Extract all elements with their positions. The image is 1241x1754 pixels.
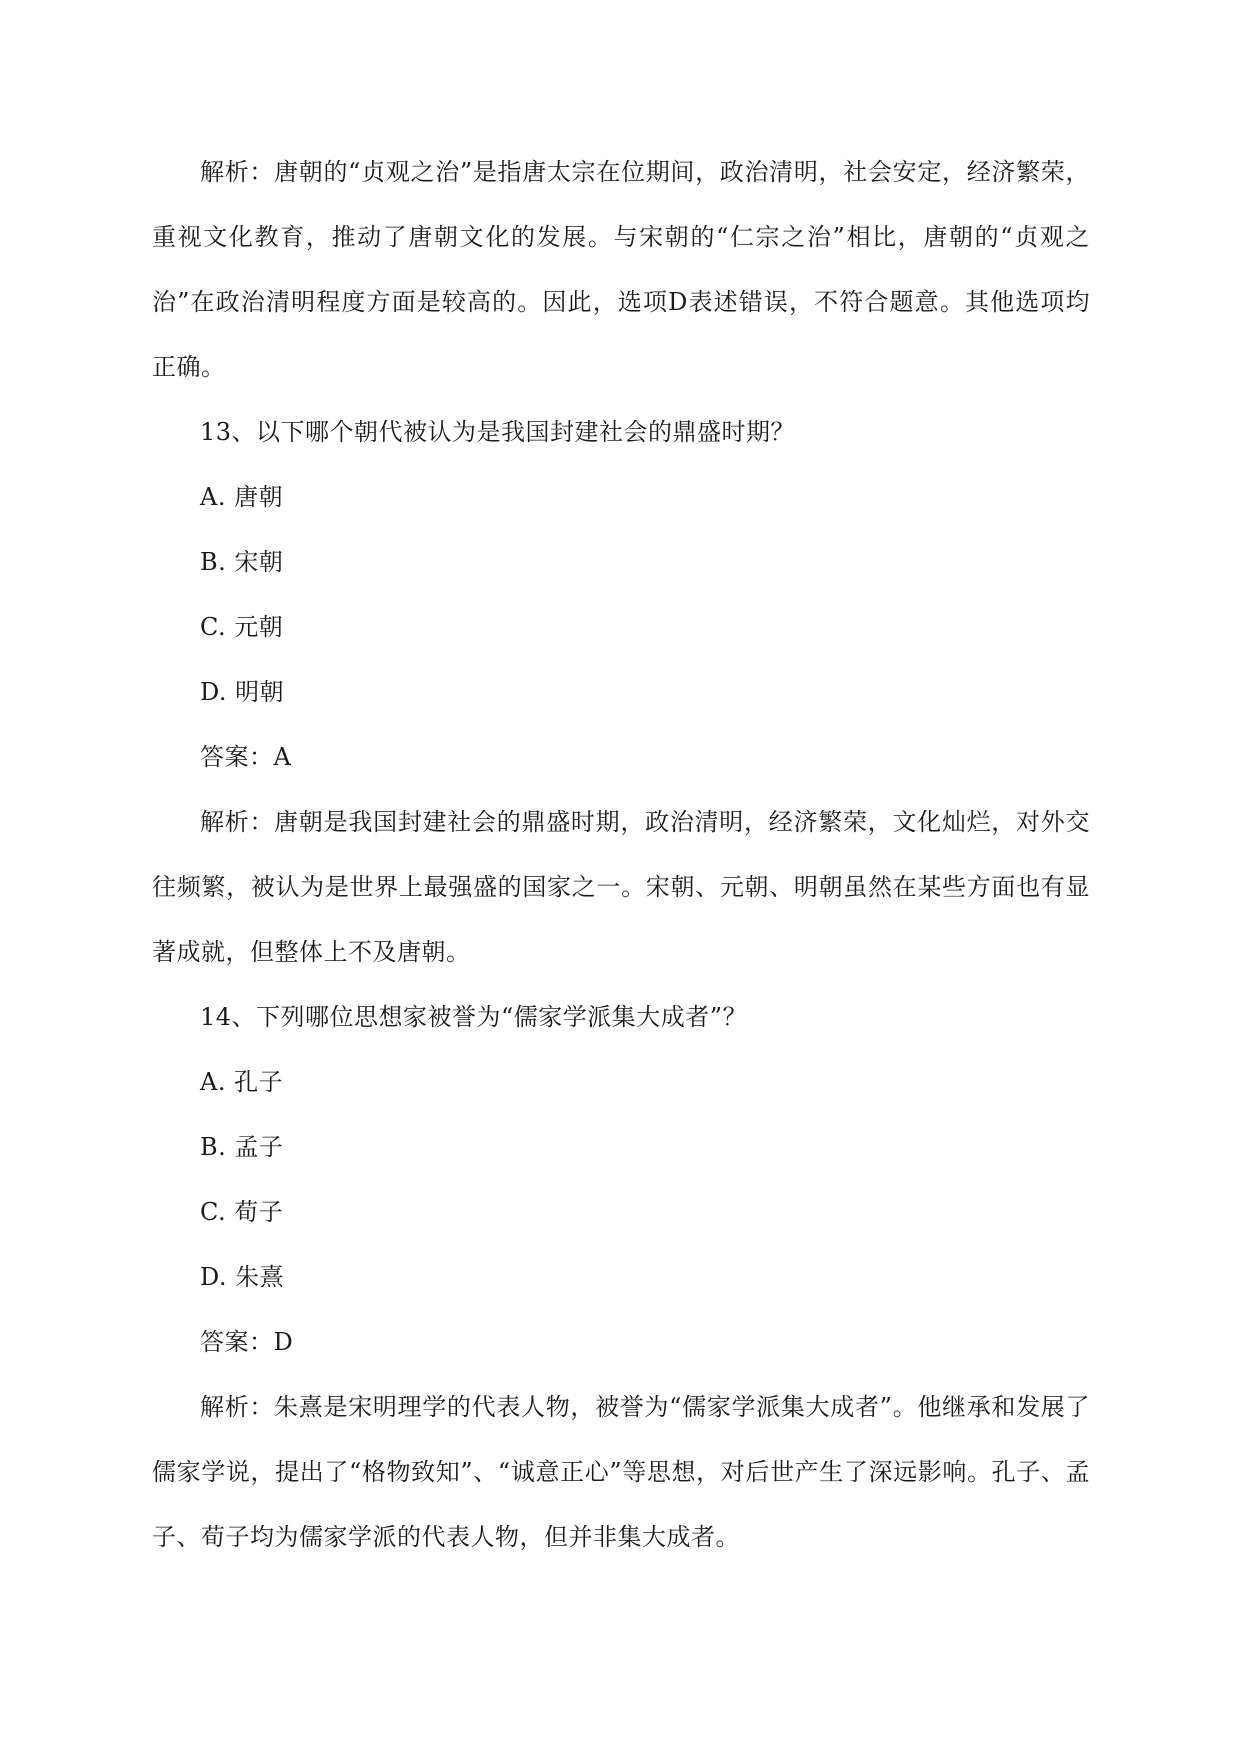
- page-content: [152, 140, 1090, 1570]
- q13-option-a: A. 唐朝: [200, 483, 284, 511]
- q13-question: 13、以下哪个朝代被认为是我国封建社会的鼎盛时期？: [200, 418, 796, 446]
- q14-option-b: B. 孟子: [200, 1133, 284, 1161]
- q13-option-b: B. 宋朝: [200, 548, 284, 576]
- q13-option-c: C. 元朝: [200, 613, 284, 641]
- q14-option-a: A. 孔子: [200, 1068, 284, 1096]
- q13-option-d: D. 明朝: [200, 678, 285, 706]
- q13-answer: 答案：A: [200, 743, 292, 771]
- q14-option-d: D. 朱熹: [200, 1263, 285, 1291]
- q13-analysis: 解析：唐朝是我国封建社会的鼎盛时期，政治清明，经济繁荣，文化灿烂，对外交往频繁，被认为是世界上最强盛的国家之一。宋朝、元朝、明朝虽然在某些方面也有显著成就，但整体上不及唐朝。: [152, 808, 1090, 966]
- q14-question: 14、下列哪位思想家被誉为“儒家学派集大成者”？: [200, 1003, 748, 1031]
- q14-analysis: 解析：朱熹是宋明理学的代表人物，被誉为“儒家学派集大成者”。他继承和发展了儒家学说，提出了“格物致知”、“诚意正心”等思想，对后世产生了深远影响。孔子、孟子、荀子均为儒家学派的代表人物，但并非集大成者。: [152, 1393, 1090, 1551]
- q14-answer: 答案：D: [200, 1328, 294, 1356]
- q14-option-c: C. 荀子: [200, 1198, 284, 1226]
- q12-analysis: 解析：唐朝的“贞观之治”是指唐太宗在位期间，政治清明，社会安定，经济繁荣，重视文化教育，推动了唐朝文化的发展。与宋朝的“仁宗之治”相比，唐朝的“贞观之治”在政治清明程度方面是较高的。因此，选项D表述错误，不符合题意。其他选项均正确。: [152, 158, 1090, 381]
